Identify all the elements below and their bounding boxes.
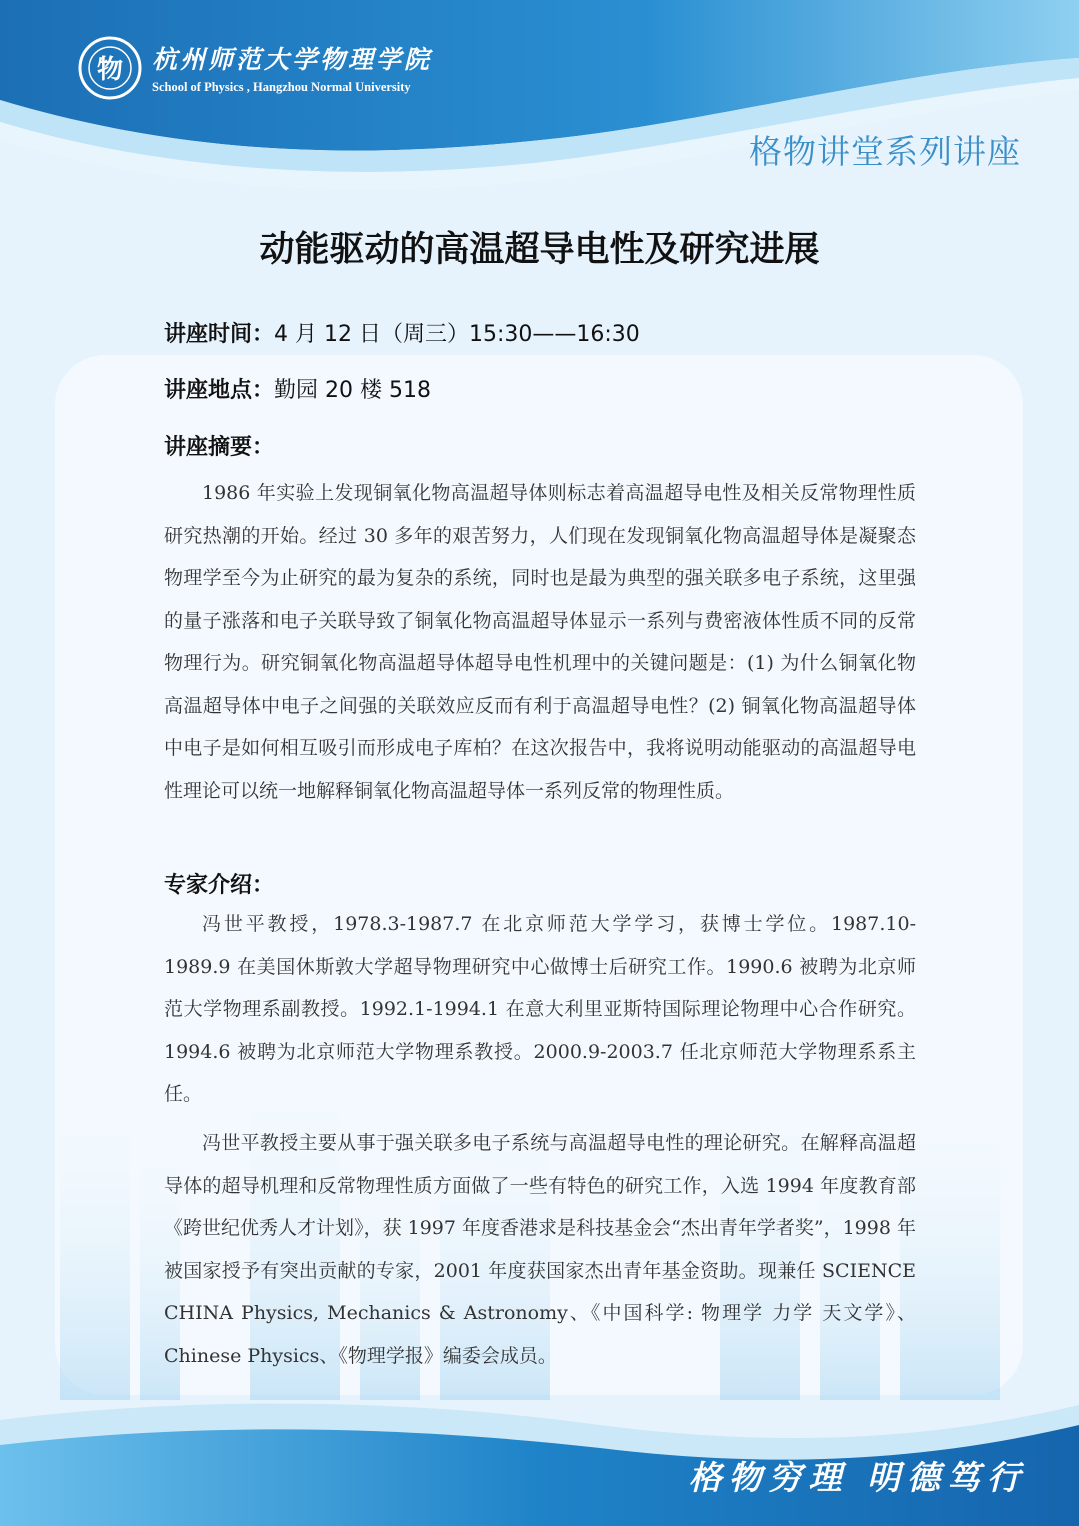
expert-bio-paragraph-1: 冯世平教授，1978.3-1987.7 在北京师范大学学习，获博士学位。1987.10-1989.9 在美国休斯敦大学超导物理研究中心做博士后研究工作。1990.6 被聘为北京师范大学物理系副教授。1992.1-1994.1 在意大利里亚斯特国际理论物理中心合作研究。1994.6 被聘为北京师范大学物理系教授。2000.9-2003.7 任北京师范大学物理系系主任。 — [164, 913, 916, 1105]
logo-glyph: 物 — [96, 55, 124, 85]
series-title: 格物讲堂系列讲座 — [749, 132, 1021, 171]
abstract-text: 1986 年实验上发现铜氧化物高温超导体则标志着高温超导电性及相关反常物理性质研究热潮的开始。经过 30 多年的艰苦努力，人们现在发现铜氧化物高温超导体是凝聚态物理学至今为止研究的最为复杂的系统，同时也是最为典型的强关联多电子系统，这里强的量子涨落和电子关联导致了铜氧化物高温超导体显示一系列与费密液体性质不同的反常物理行为。研究铜氧化物高温超导体超导电性机理中的关键问题是：(1) 为什么铜氧化物高温超导体中电子之间强的关联效应反而有利于高温超导电性？(2) 铜氧化物高温超导体中电子是如何相互吸引而形成电子库柏？在这次报告中，我将说明动能驱动的高温超导电性理论可以统一地解释铜氧化物高温超导体一系列反常的物理性质。 — [164, 482, 916, 802]
lecture-time — [164, 317, 640, 348]
lecture-place-label: 讲座地点： — [164, 378, 275, 403]
school-logo-icon — [78, 36, 142, 100]
footer-motto: 格物穷理 明德笃行 — [688, 1458, 1027, 1497]
school-name-en: School of Physics , Hangzhou Normal University — [152, 80, 411, 94]
lecture-title: 动能驱动的高温超导电性及研究进展 — [259, 230, 820, 270]
lecture-place — [164, 373, 431, 404]
expert-bio-paragraph-2: 冯世平教授主要从事于强关联多电子系统与高温超导电性的理论研究。在解释高温超导体的超导机理和反常物理性质方面做了一些有特色的研究工作，入选 1994 年度教育部《跨世纪优秀人才计划》，获 1997 年度香港求是科技基金会“杰出青年学者奖”，1998 年被国家授予有突出贡献的专家，2001 年度获国家杰出青年基金资助。现兼任 SCIENCE CHINA Physics, Mechanics & Astronomy、《中国科学: 物理学 力学 天文学》、Chinese Physics、《物理学报》编委会成员。 — [164, 1132, 916, 1367]
lecture-time-value: 4 月 12 日（周三）15:30——16:30 — [274, 322, 640, 347]
lecture-place-value: 勤园 20 楼 518 — [274, 378, 431, 403]
lecture-time-label: 讲座时间： — [164, 322, 275, 347]
abstract-heading: 讲座摘要： — [164, 435, 275, 460]
expert-heading: 专家介绍： — [164, 873, 275, 898]
school-name-cn: 杭州师范大学物理学院 — [152, 45, 433, 74]
